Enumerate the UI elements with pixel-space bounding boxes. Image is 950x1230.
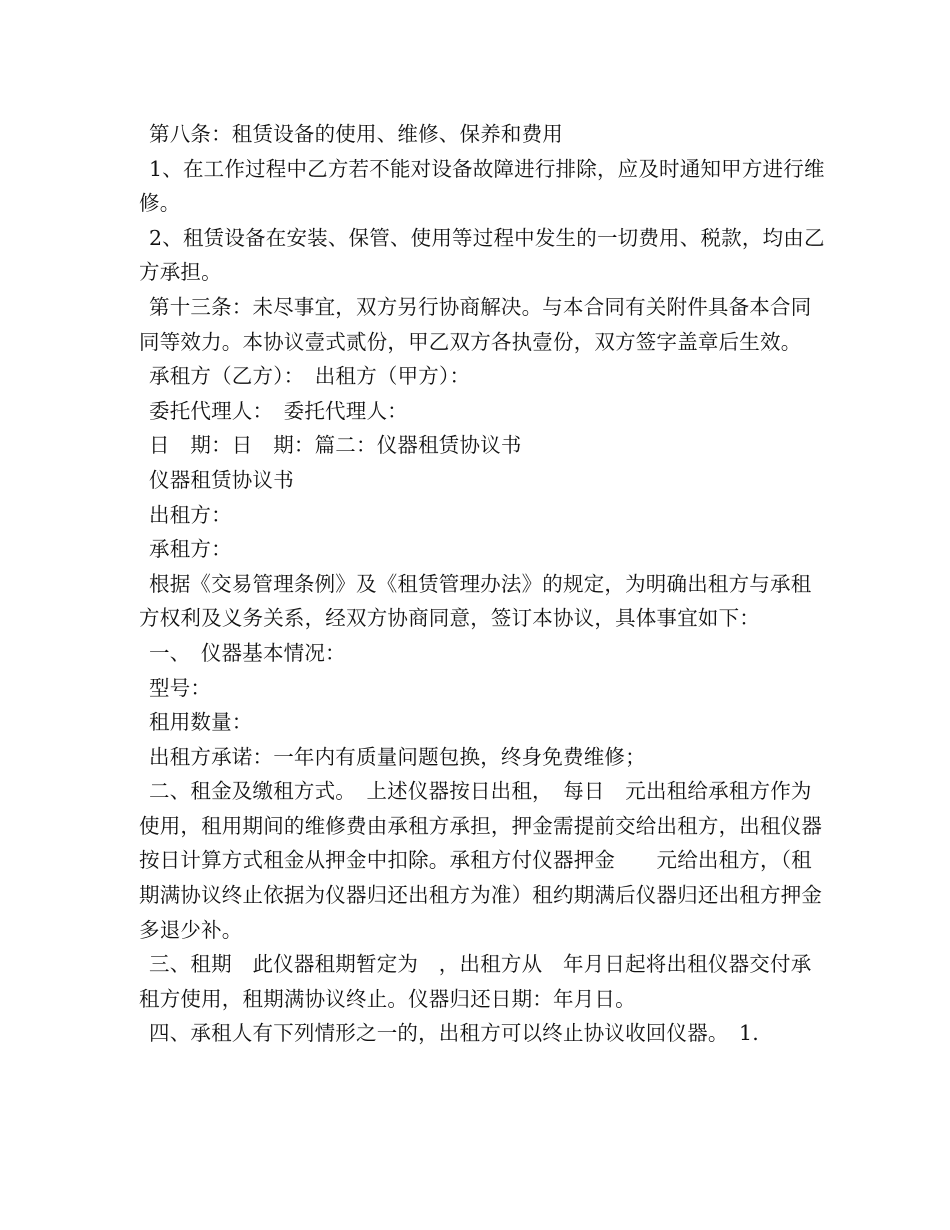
section-2-rent: 二、租金及缴租方式。 上述仪器按日出租， 每日 元出租给承租方作为使用，租用期间的维修费由承租方承担，押金需提前交给出租方，出租仪器按日计算方式租金从押金中扣除。承租方付仪器押金 元给出租方，（租期满协议终止依据为仪器归还出租方为准）租约期满后仪器归还出租方押金多退少补。 <box>139 779 823 942</box>
quantity-line: 租用数量： <box>149 710 253 735</box>
preamble: 根据《交易管理条例》及《租赁管理办法》的规定，为明确出租方与承租方权利及义务关系，经双方协商同意，签订本协议，具体事宜如下： <box>139 571 812 631</box>
section-3-term: 三、租期 此仪器租期暂定为 ，出租方从 年月日起将出租仪器交付承租方使用，租期满协议终止。仪器归还日期：年月日。 <box>139 952 812 1011</box>
agreement-title: 仪器租赁协议书 <box>149 467 294 492</box>
section-1-heading: 一、 仪器基本情况： <box>149 640 346 665</box>
signature-agents: 委托代理人： 委托代理人： <box>149 398 408 423</box>
article-8-clause-1: 1、在工作过程中乙方若不能对设备故障进行排除，应及时通知甲方进行维修。 <box>139 156 825 216</box>
article-8-clause-2: 2、租赁设备在安装、保管、使用等过程中发生的一切费用、税款，均由乙方承担。 <box>139 225 825 285</box>
lessor-promise: 出租方承诺：一年内有质量问题包换，终身免费维修； <box>149 744 646 769</box>
article-8-heading: 第八条：租赁设备的使用、维修、保养和费用 <box>149 122 563 146</box>
signature-parties: 承租方（乙方）： 出租方（甲方）： <box>149 364 471 389</box>
section-4-termination: 四、承租人有下列情形之一的，出租方可以终止协议收回仪器。 1. <box>149 1021 760 1046</box>
document-body <box>139 117 829 1051</box>
signature-dates: 日 期：日 期：篇二：仪器租赁协议书 <box>149 433 522 458</box>
model-line: 型号： <box>149 675 212 700</box>
lessee-line: 承租方： <box>149 537 232 562</box>
article-13: 第十三条：未尽事宜，双方另行协商解决。与本合同有关附件具备本合同同等效力。本协议壹式贰份，甲乙双方各执壹份，双方签字盖章后生效。 <box>139 294 812 354</box>
lessor-line: 出租方： <box>149 502 232 527</box>
